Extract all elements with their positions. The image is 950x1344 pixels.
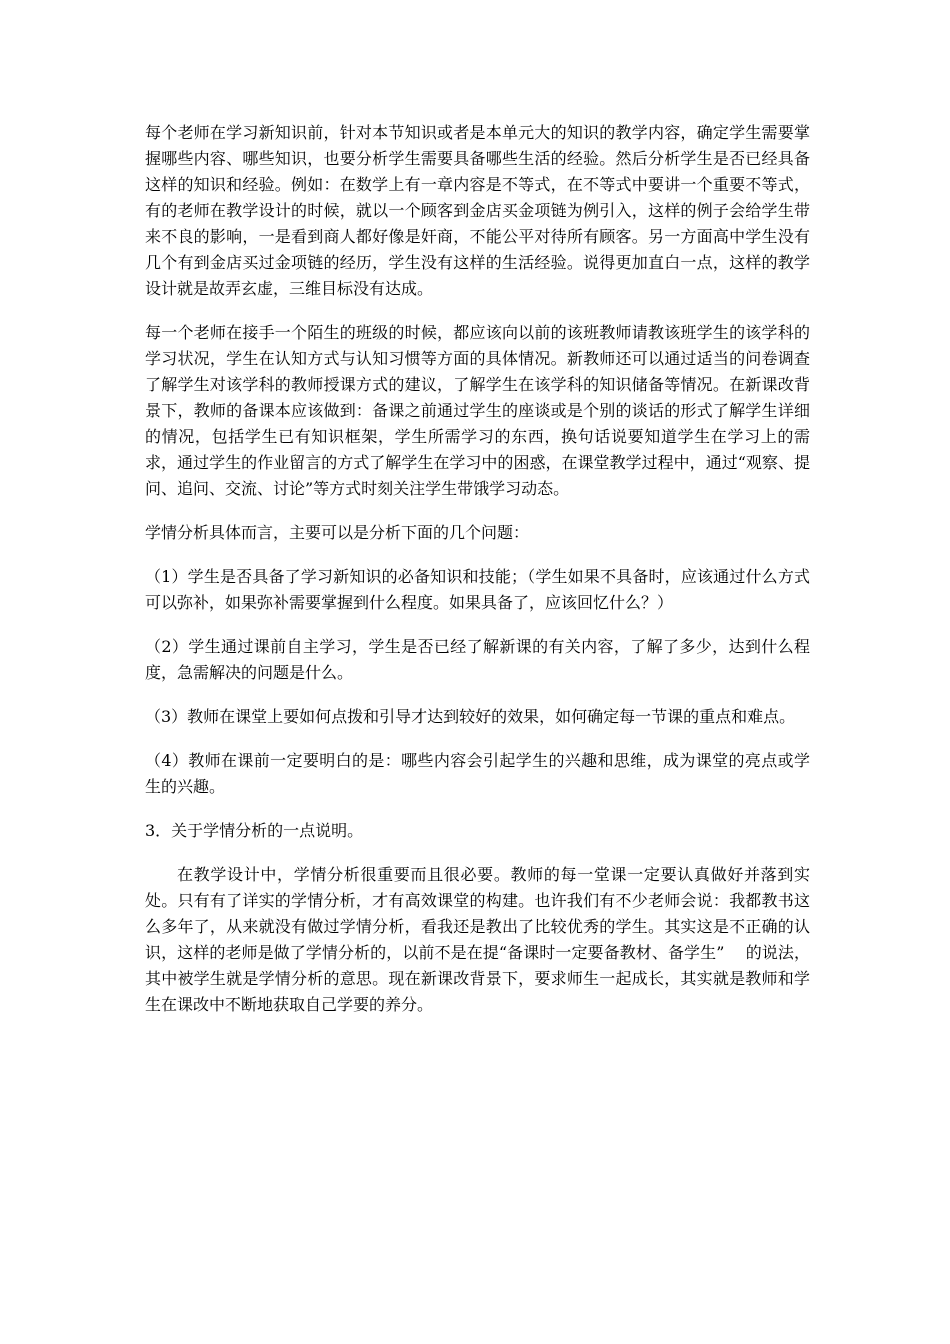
paragraph-explanation: 在教学设计中，学情分析很重要而且很必要。教师的每一堂课一定要认真做好并落到实处。只有有了详实的学情分析，才有高效课堂的构建。也许我们有不少老师会说：我都教书这么多年了，从来就没有做过学情分析，看我还是教出了比较优秀的学生。其实这是不正确的认识，这样的老师是做了学情分析的，以前不是在提“备课时一定要备教材、备学生” 的说法，其中被学生就是学情分析的意思。现在新课改背景下，要求师生一起成长，其实就是教师和学生在课改中不断地获取自己学要的养分。: [145, 865, 810, 1014]
section-heading-3: 3．关于学情分析的一点说明。: [145, 821, 364, 840]
list-item-2: （2）学生通过课前自主学习，学生是否已经了解新课的有关内容，了解了多少，达到什么程度，急需解决的问题是什么。: [145, 637, 810, 682]
list-item-3: （3）教师在课堂上要如何点拨和引导才达到较好的效果，如何确定每一节课的重点和难点。: [145, 707, 796, 726]
paragraph-student-knowledge-analysis: 每个老师在学习新知识前，针对本节知识或者是本单元大的知识的教学内容，确定学生需要掌握哪些内容、哪些知识，也要分析学生需要具备哪些生活的经验。然后分析学生是否已经具备这样的知识和经验。例如：在数学上有一章内容是不等式，在不等式中要讲一个重要不等式，有的老师在教学设计的时候，就以一个顾客到金店买金项链为例引入，这样的例子会给学生带来不良的影响，一是看到商人都好像是奸商，不能公平对待所有顾客。另一方面高中学生没有几个有到金店买过金项链的经历，学生没有这样的生活经验。说得更加直白一点，这样的教学设计就是故弄玄虚，三维目标没有达成。: [145, 123, 810, 298]
paragraph-new-class-understanding: 每一个老师在接手一个陌生的班级的时候，都应该向以前的该班教师请教该班学生的该学科的学习状况，学生在认知方式与认知习惯等方面的具体情况。新教师还可以通过适当的问卷调查了解学生对该学科的教师授课方式的建议，了解学生在该学科的知识储备等情况。在新课改背景下，教师的备课本应该做到：备课之前通过学生的座谈或是个别的谈话的形式了解学生详细的情况，包括学生已有知识框架，学生所需学习的东西，换句话说要知道学生在学习上的需求，通过学生的作业留言的方式了解学生在学习中的困惑，在课堂教学过程中，通过“观察、提问、追问、交流、讨论”等方式时刻关注学生带饿学习动态。: [145, 323, 810, 498]
document-body: [145, 120, 810, 1036]
list-item-4: （4）教师在课前一定要明白的是：哪些内容会引起学生的兴趣和思维，成为课堂的亮点或学生的兴趣。: [145, 751, 810, 796]
list-item-1: （1）学生是否具备了学习新知识的必备知识和技能；（学生如果不具备时，应该通过什么方式可以弥补，如果弥补需要掌握到什么程度。如果具备了，应该回忆什么？）: [145, 567, 810, 612]
paragraph-analysis-intro: 学情分析具体而言，主要可以是分析下面的几个问题：: [145, 523, 530, 542]
